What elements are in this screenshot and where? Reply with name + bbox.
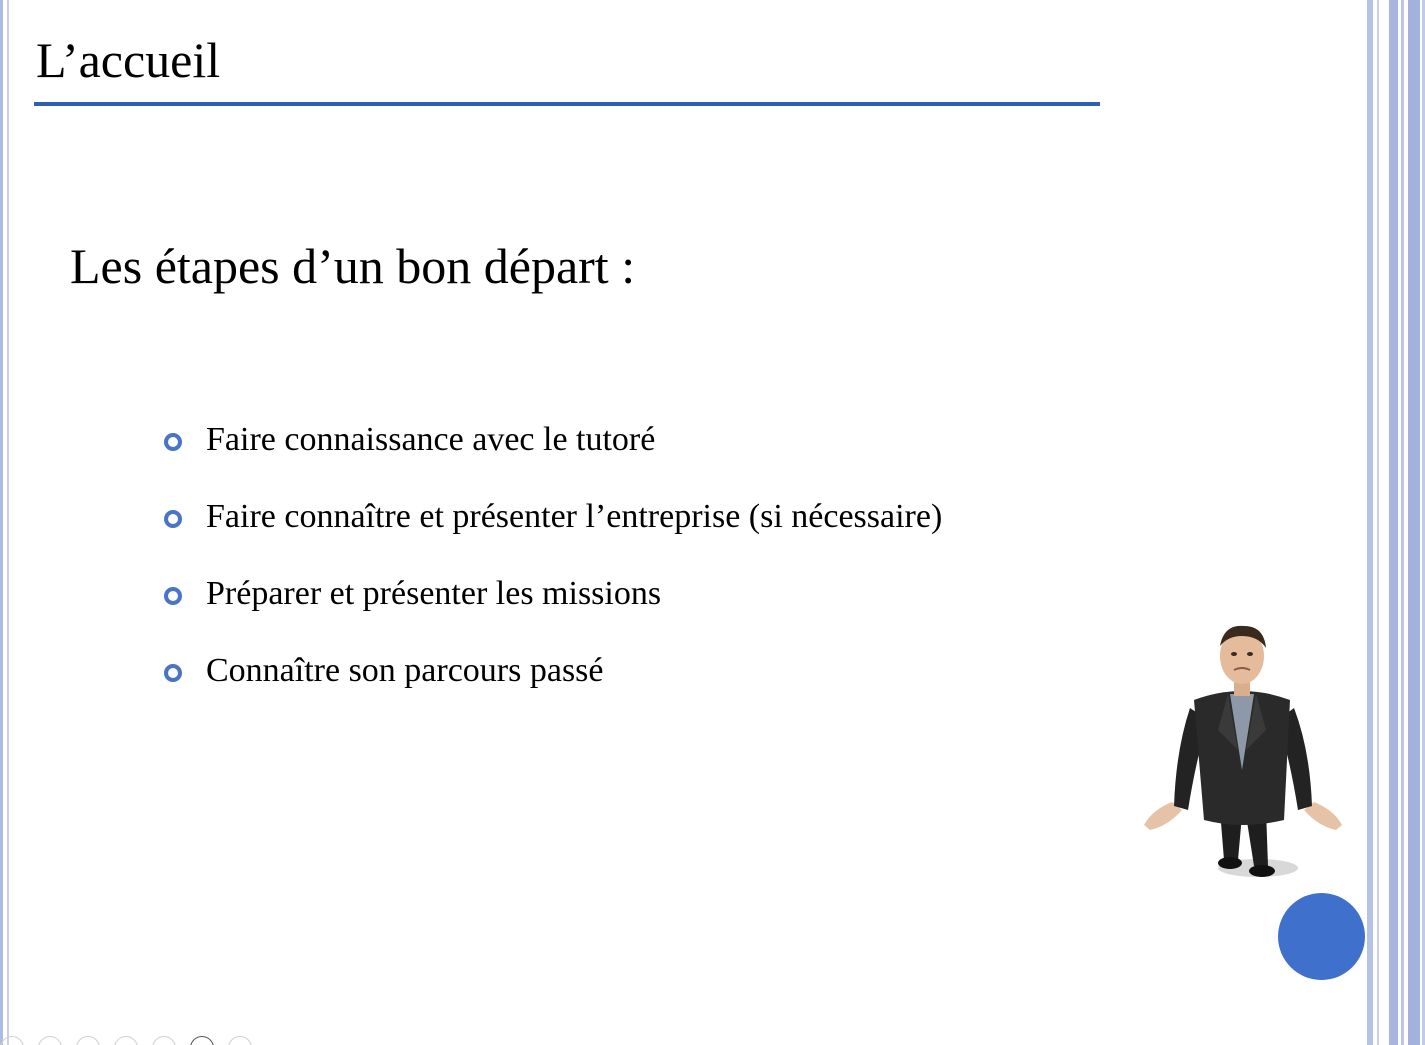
bullet-ring-icon xyxy=(164,510,182,528)
decorative-circle xyxy=(1278,893,1365,980)
title-underline xyxy=(34,102,1100,106)
bullet-ring-icon xyxy=(164,587,182,605)
list-item xyxy=(160,649,942,726)
right-border-decoration xyxy=(1367,0,1425,1045)
bullet-text: Faire connaissance avec le tutoré xyxy=(206,421,656,458)
slide-subtitle: Les étapes d’un bon départ : xyxy=(70,238,636,294)
bullet-text: Connaître son parcours passé xyxy=(206,652,604,689)
bullet-ring-icon xyxy=(164,433,182,451)
man-shrugging-icon xyxy=(1138,620,1348,885)
list-item xyxy=(160,572,942,649)
bullet-ring-icon xyxy=(164,664,182,682)
bullet-text: Préparer et présenter les missions xyxy=(206,575,662,612)
slide-title: L’accueil xyxy=(36,32,221,88)
bullet-text: Faire connaître et présenter l’entreprise (si nécessaire) xyxy=(206,498,943,535)
bullet-list xyxy=(160,418,942,726)
list-item xyxy=(160,418,942,495)
left-border-decoration xyxy=(0,0,12,1045)
list-item xyxy=(160,495,942,572)
